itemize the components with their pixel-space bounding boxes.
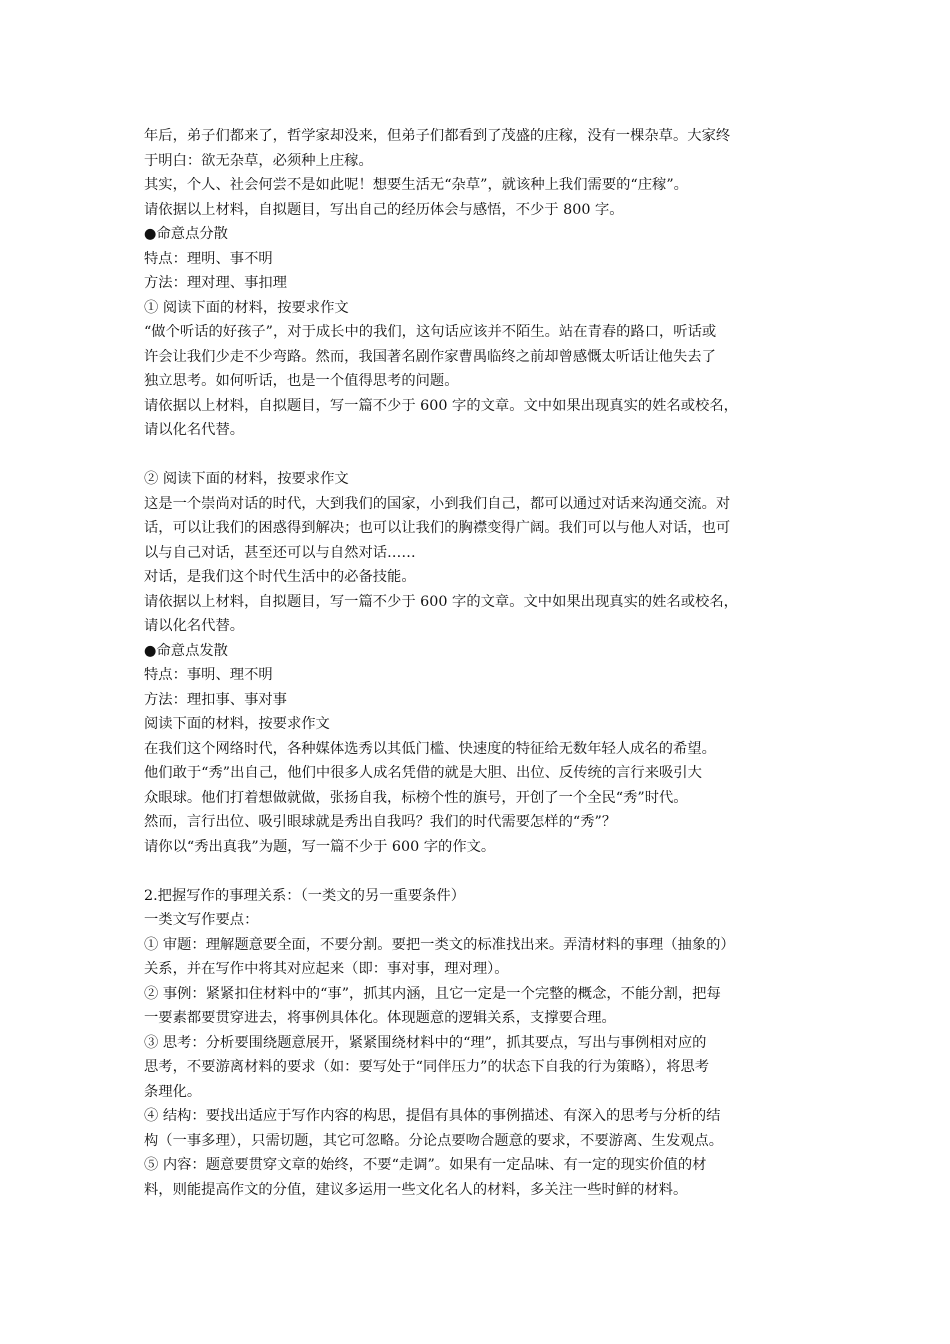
text-line: 请依据以上材料，自拟题目，写一篇不少于 600 字的文章。文中如果出现真实的姓名或校名， xyxy=(144,397,738,414)
text-line: 然而，言行出位、吸引眼球就是秀出自我吗？我们的时代需要怎样的“秀”？ xyxy=(144,814,617,830)
text-line: 请以化名代替。 xyxy=(144,422,245,438)
text-line: 构（一事多理），只需切题，其它可忽略。分论点要吻合题意的要求，不要游离、生发观点。 xyxy=(144,1132,724,1149)
text-line: ③ 思考：分析要围绕题意展开，紧紧围绕材料中的“理”，抓其要点，写出与事例相对应的 xyxy=(144,1034,707,1051)
text-line: 关系，并在写作中将其对应起来（即：事对事，理对理）。 xyxy=(144,961,509,977)
text-line: ●命意点分散 xyxy=(144,226,228,242)
text-line: ④ 结构：要找出适应于写作内容的构思，提倡有具体的事例描述、有深入的思考与分析的结 xyxy=(144,1108,721,1124)
text-line: 在我们这个网络时代，各种媒体选秀以其低门槛、快速度的特征给无数年轻人成名的希望。 xyxy=(144,740,716,757)
text-line: 请你以“秀出真我”为题，写一篇不少于 600 字的作文。 xyxy=(144,838,496,855)
text-line: ⑤ 内容：题意要贯穿文章的始终，不要“走调”。如果有一定品味、有一定的现实价值的材 xyxy=(144,1157,707,1173)
text-line: 特点：事明、理不明 xyxy=(144,667,273,683)
text-line: 请以化名代替。 xyxy=(144,618,245,634)
document-page xyxy=(144,124,812,1202)
text-line: 2.把握写作的事理关系：（一类文的另一重要条件） xyxy=(144,887,466,904)
text-line: 请依据以上材料，自拟题目，写一篇不少于 600 字的文章。文中如果出现真实的姓名或校名， xyxy=(144,593,738,610)
text-line: 年后，弟子们都来了，哲学家却没来，但弟子们都看到了茂盛的庄稼，没有一棵杂草。大家终 xyxy=(144,128,731,144)
text-line: 方法：理对理、事扣理 xyxy=(144,275,287,291)
text-line: 话，可以让我们的困惑得到解决；也可以让我们的胸襟变得广阔。我们可以与他人对话，也可 xyxy=(144,520,731,536)
text-line: 对话，是我们这个时代生活中的必备技能。 xyxy=(144,569,416,585)
text-line: 阅读下面的材料，按要求作文 xyxy=(144,716,330,732)
text-line: ●命意点发散 xyxy=(144,642,228,659)
text-line: 其实，个人、社会何尝不是如此呢！想要生活无“杂草”，就该种上我们需要的“庄稼”。 xyxy=(144,177,688,193)
text-line: 一要素都要贯穿进去，将事例具体化。体现题意的逻辑关系，支撑要合理。 xyxy=(144,1010,616,1026)
text-line: 思考，不要游离材料的要求（如：要写处于“同伴压力”的状态下自我的行为策略），将思考 xyxy=(144,1059,710,1075)
text-line: “做个听话的好孩子”，对于成长中的我们，这句话应该并不陌生。站在青春的路口，听话或 xyxy=(144,324,717,340)
text-line: 这是一个崇尚对话的时代，大到我们的国家，小到我们自己，都可以通过对话来沟通交流。对 xyxy=(144,495,731,512)
blank-line xyxy=(144,859,812,884)
text-line: 于明白：欲无杂草，必须种上庄稼。 xyxy=(144,152,373,169)
text-line: 请依据以上材料，自拟题目，写出自己的经历体会与感悟，不少于 800 字。 xyxy=(144,201,624,218)
text-line: ① 阅读下面的材料，按要求作文 xyxy=(144,299,349,316)
document-body xyxy=(144,124,812,1202)
text-line: 许会让我们少走不少弯路。然而，我国著名剧作家曹禺临终之前却曾感慨太听话让他失去了 xyxy=(144,348,716,365)
text-line: ② 阅读下面的材料，按要求作文 xyxy=(144,471,349,487)
text-line: ① 审题：理解题意要全面，不要分割。要把一类文的标准找出来。弄清材料的事理（抽象的） xyxy=(144,936,735,953)
text-line: 独立思考。如何听话，也是一个值得思考的问题。 xyxy=(144,373,459,389)
text-line: 特点：理明、事不明 xyxy=(144,250,273,267)
blank-line xyxy=(144,443,812,468)
text-line: 他们敢于“秀”出自己，他们中很多人成名凭借的就是大胆、出位、反传统的言行来吸引大 xyxy=(144,765,702,781)
text-line: 以与自己对话，甚至还可以与自然对话…… xyxy=(144,544,416,561)
text-line: 料，则能提高作文的分值，建议多运用一些文化名人的材料，多关注一些时鲜的材料。 xyxy=(144,1181,688,1198)
text-line: 方法：理扣事、事对事 xyxy=(144,691,287,708)
text-line: 一类文写作要点： xyxy=(144,912,259,928)
text-line: 众眼球。他们打着想做就做，张扬自我，标榜个性的旗号，开创了一个全民“秀”时代。 xyxy=(144,789,688,806)
text-line: ② 事例：紧紧扣住材料中的“事”，抓其内涵，且它一定是一个完整的概念，不能分割，把每 xyxy=(144,985,721,1002)
text-line: 条理化。 xyxy=(144,1083,202,1100)
